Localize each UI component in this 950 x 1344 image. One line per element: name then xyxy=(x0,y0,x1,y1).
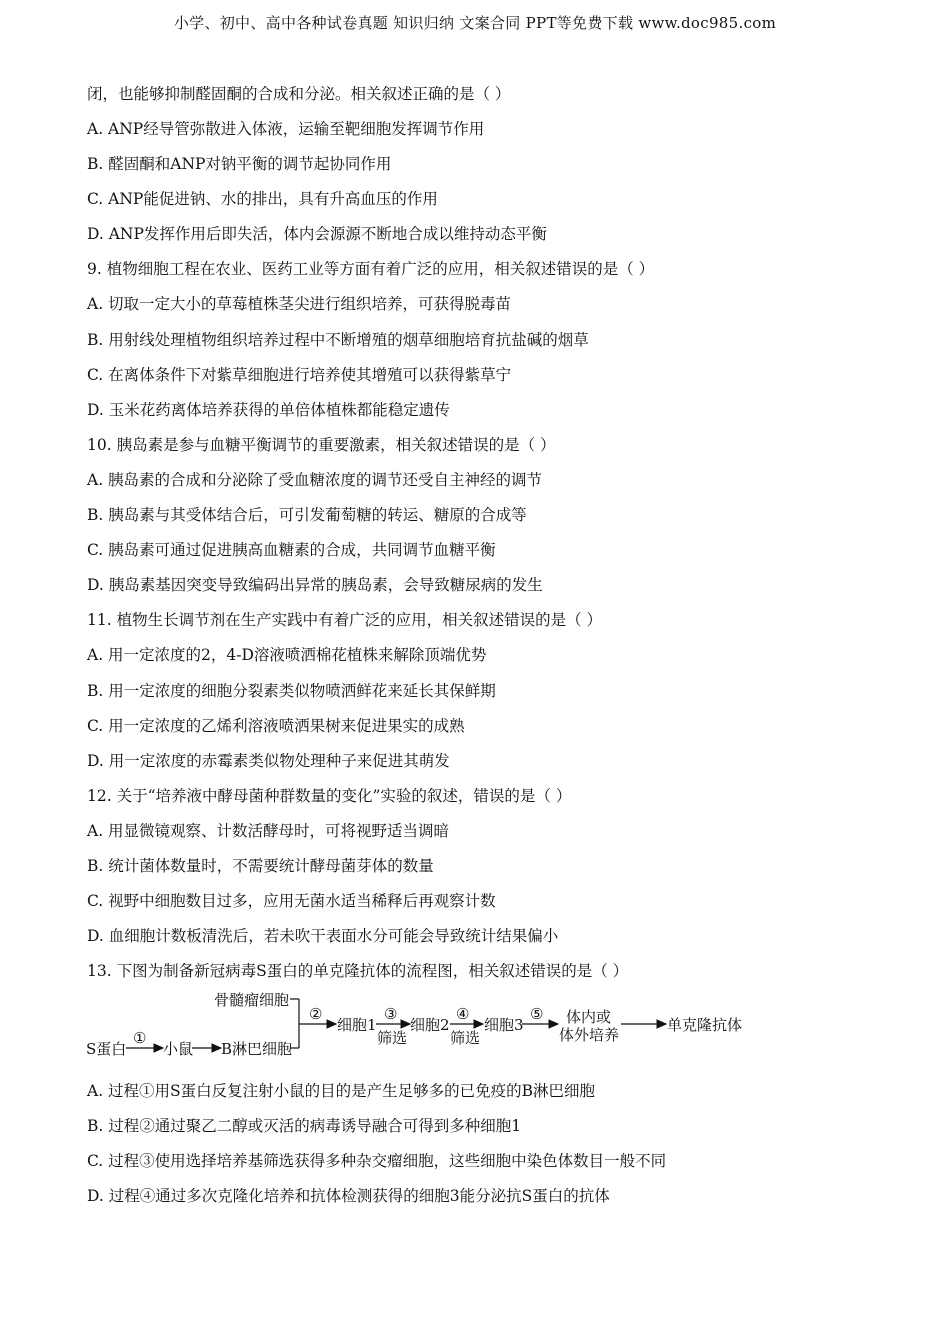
question-11-stem: 11. 植物生长调节剂在生产实践中有着广泛的应用，相关叙述错误的是（ ） xyxy=(87,611,603,629)
q13-option-d: D. 过程④通过多次克隆化培养和抗体检测获得的细胞3能分泌抗S蛋白的抗体 xyxy=(87,1187,610,1205)
q10-option-b: B. 胰岛素与其受体结合后，可引发葡萄糖的转运、糖原的合成等 xyxy=(87,506,527,524)
q10-option-a: A. 胰岛素的合成和分泌除了受血糖浓度的调节还受自主神经的调节 xyxy=(87,471,543,489)
q11-option-a: A. 用一定浓度的2，4-D溶液喷洒棉花植株来解除顶端优势 xyxy=(87,646,487,664)
page-header: 小学、初中、高中各种试卷真题 知识归纳 文案合同 PPT等免费下载 www.doc985.com xyxy=(173,14,777,32)
flow-b-cell: B淋巴细胞 xyxy=(221,1040,293,1058)
q12-option-a: A. 用显微镜观察、计数活酵母时，可将视野适当调暗 xyxy=(87,822,450,840)
question-8-stem-cont: 闭，也能够抑制醛固酮的合成和分泌。相关叙述正确的是（ ） xyxy=(87,85,511,103)
q12-option-d: D. 血细胞计数板清洗后，若未吹干表面水分可能会导致统计结果偏小 xyxy=(87,927,559,945)
q11-option-c: C. 用一定浓度的乙烯利溶液喷洒果树来促进果实的成熟 xyxy=(87,717,465,735)
flow-s-protein: S蛋白 xyxy=(86,1040,127,1058)
q11-option-d: D. 用一定浓度的赤霉素类似物处理种子来促进其萌发 xyxy=(87,752,450,770)
flow-screen4: 筛选 xyxy=(450,1029,481,1047)
flow-cell3: 细胞3 xyxy=(484,1016,524,1034)
q8-option-c: C. ANP能促进钠、水的排出，具有升高血压的作用 xyxy=(87,190,438,208)
q10-option-c: C. 胰岛素可通过促进胰高血糖素的合成，共同调节血糖平衡 xyxy=(87,541,496,559)
flow-step4-label: ④ xyxy=(456,1005,470,1023)
flow-step1-label: ① xyxy=(133,1029,147,1047)
q8-option-d: D. ANP发挥作用后即失活，体内会源源不断地合成以维持动态平衡 xyxy=(87,225,547,243)
q9-option-a: A. 切取一定大小的草莓植株茎尖进行组织培养，可获得脱毒苗 xyxy=(87,295,512,313)
flow-step3-label: ③ xyxy=(384,1005,398,1023)
flow-mouse: 小鼠 xyxy=(163,1040,194,1058)
flow-step5-label: ⑤ xyxy=(530,1005,544,1023)
question-12-stem: 12. 关于“培养液中酵母菌种群数量的变化”实验的叙述，错误的是（ ） xyxy=(87,787,572,805)
q8-option-a: A. ANP经导管弥散进入体液，运输至靶细胞发挥调节作用 xyxy=(87,120,485,138)
flow-step2-label: ② xyxy=(309,1005,323,1023)
question-9-stem: 9. 植物细胞工程在农业、医药工业等方面有着广泛的应用，相关叙述错误的是（ ） xyxy=(87,260,655,278)
q12-option-c: C. 视野中细胞数目过多，应用无菌水适当稀释后再观察计数 xyxy=(87,892,496,910)
flow-antibody: 单克隆抗体 xyxy=(667,1016,743,1034)
q11-option-b: B. 用一定浓度的细胞分裂素类似物喷洒鲜花来延长其保鲜期 xyxy=(87,682,496,700)
question-10-stem: 10. 胰岛素是参与血糖平衡调节的重要激素，相关叙述错误的是（ ） xyxy=(87,436,556,454)
flow-screen3: 筛选 xyxy=(377,1029,408,1047)
q9-option-c: C. 在离体条件下对紫草细胞进行培养使其增殖可以获得紫草宁 xyxy=(87,366,512,384)
q8-option-b: B. 醛固酮和ANP对钠平衡的调节起协同作用 xyxy=(87,155,392,173)
question-13-stem: 13. 下图为制备新冠病毒S蛋白的单克隆抗体的流程图，相关叙述错误的是（ ） xyxy=(87,962,629,980)
q9-option-d: D. 玉米花药离体培养获得的单倍体植株都能稳定遗传 xyxy=(87,401,450,419)
q9-option-b: B. 用射线处理植物组织培养过程中不断增殖的烟草细胞培育抗盐碱的烟草 xyxy=(87,331,589,349)
q13-option-c: C. 过程③使用选择培养基筛选获得多种杂交瘤细胞，这些细胞中染色体数目一般不同 xyxy=(87,1152,667,1170)
q12-option-b: B. 统计菌体数量时，不需要统计酵母菌芽体的数量 xyxy=(87,857,434,875)
q13-option-a: A. 过程①用S蛋白反复注射小鼠的目的是产生足够多的已免疫的B淋巴细胞 xyxy=(87,1082,596,1100)
q10-option-d: D. 胰岛素基因突变导致编码出异常的胰岛素，会导致糖尿病的发生 xyxy=(87,576,543,594)
flow-culture-line2: 体外培养 xyxy=(559,1026,620,1044)
q13-option-b: B. 过程②通过聚乙二醇或灭活的病毒诱导融合可得到多种细胞1 xyxy=(87,1117,522,1135)
flow-myeloma: 骨髓瘤细胞 xyxy=(214,991,290,1009)
flow-cell1: 细胞1 xyxy=(337,1016,377,1034)
flow-culture-line1: 体内或 xyxy=(566,1008,612,1026)
flow-cell2: 细胞2 xyxy=(410,1016,450,1034)
